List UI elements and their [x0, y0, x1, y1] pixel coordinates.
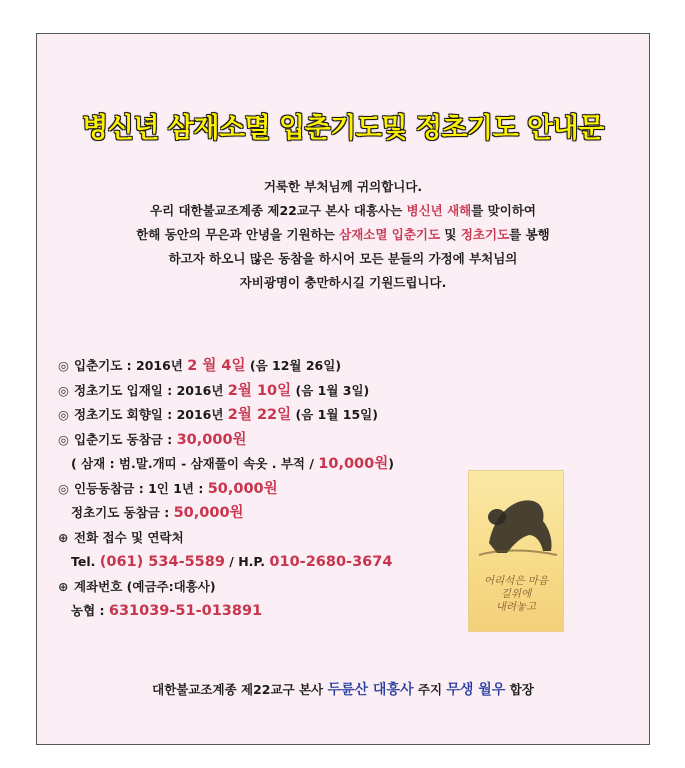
page-title: 병신년 삼재소멸 입춘기도및 정초기도 안내문 [82, 113, 604, 144]
bullet-icon: ◎ [58, 407, 69, 422]
detail-label: 정초기도 입재일 : 2016년 [74, 382, 228, 398]
detail-date: 2월 22일 [227, 407, 292, 423]
illustration-caption [475, 575, 557, 614]
detail-amount: 50,000원 [173, 505, 244, 521]
intro-text-span: 를 봉행 [509, 227, 550, 242]
detail-amount: 30,000원 [176, 431, 247, 448]
intro-text [37, 175, 649, 295]
caption-line: 내려놓고 [495, 601, 537, 613]
detail-row-ipchun-fee [58, 428, 394, 453]
intro-text-span: 우리 대한불교조계종 제22교구 본사 대흥사는 [150, 203, 407, 218]
caption-line: 길위에 [500, 588, 532, 600]
detail-row-account [58, 599, 394, 624]
footer-text: 대한불교조계종 제22교구 본사 [152, 682, 328, 697]
detail-label: 정초기도 동참금 : [71, 505, 174, 520]
bullet-icon: ◎ [58, 480, 69, 496]
phone-number: (061) 534-5589 [99, 554, 225, 570]
intro-line: 하고자 하오니 많은 동참을 하시어 모든 분들의 가정에 부처님의 [168, 251, 518, 266]
bullet-icon: ◎ [58, 382, 69, 398]
detail-row-ipchun-date [58, 354, 394, 379]
signature-line [37, 679, 649, 699]
detail-row-jeongcho-fee [58, 501, 394, 526]
detail-amount: 10,000원 [318, 456, 389, 472]
intro-highlight: 정초기도 [460, 227, 510, 242]
detail-lunar: (음 12월 26일) [245, 358, 342, 373]
intro-text-span: 를 맞이하여 [471, 203, 536, 218]
detail-label: 농협 : [71, 603, 109, 618]
intro-highlight: 병신년 새해 [406, 203, 472, 218]
detail-label: 정초기도 회향일 : 2016년 [74, 407, 228, 422]
temple-name: 두륜산 대흥사 [327, 682, 414, 698]
intro-line: 자비광명이 충만하시길 기원드립니다. [239, 275, 447, 290]
detail-lunar: (음 1월 15일) [291, 407, 378, 422]
cross-bullet-icon: ⊕ [58, 529, 69, 545]
abbot-name: 무생 월우 [446, 682, 506, 698]
bullet-icon: ◎ [58, 358, 69, 373]
caption-line: 어리석은 마음 [483, 575, 549, 587]
detail-lunar: (음 1월 3일) [291, 382, 370, 398]
intro-line [37, 223, 649, 247]
detail-label: Tel. [71, 554, 100, 569]
intro-text-span: 및 [440, 227, 461, 242]
detail-label: 입춘기도 동참금 : [74, 431, 177, 447]
bowing-monk-illustration [469, 471, 563, 631]
mobile-number: 010-2680-3674 [269, 554, 393, 570]
detail-amount: 50,000원 [207, 480, 278, 497]
detail-label: / H.P. [224, 554, 270, 569]
event-details [58, 354, 394, 624]
detail-row-phone [58, 550, 394, 575]
detail-label: 입춘기도 : 2016년 [74, 358, 188, 373]
detail-row-jeongcho-end [58, 403, 394, 428]
detail-row-account-label [58, 575, 394, 600]
cross-bullet-icon: ⊕ [58, 578, 69, 594]
detail-row-contact [58, 526, 394, 551]
footer-text: 합장 [505, 682, 534, 697]
detail-row-samjae [58, 452, 394, 477]
account-number: 631039-51-013891 [108, 603, 263, 619]
detail-label: 계좌번호 (예금주:대흥사) [74, 578, 216, 594]
detail-row-jeongcho-start [58, 379, 394, 404]
bullet-icon: ◎ [58, 431, 69, 447]
intro-line: 거룩한 부처님께 귀의합니다. [263, 179, 423, 194]
intro-line [37, 199, 649, 223]
detail-date: 2월 10일 [227, 382, 292, 399]
detail-label: ) [388, 456, 394, 471]
detail-label: 전화 접수 및 연락처 [74, 529, 184, 545]
notice-poster [36, 33, 650, 745]
detail-label: ( 삼재 : 범.말.개띠 - 삼재풀이 속옷 . 부적 / [71, 456, 319, 471]
intro-text-span: 한해 동안의 무은과 안녕을 기원하는 [136, 227, 340, 242]
intro-highlight: 삼재소멸 입춘기도 [339, 227, 441, 242]
detail-date: 2 월 4일 [187, 358, 246, 374]
detail-row-indeung-fee [58, 477, 394, 502]
footer-text: 주지 [413, 682, 447, 697]
detail-label: 인등동참금 : 1인 1년 : [74, 480, 208, 496]
